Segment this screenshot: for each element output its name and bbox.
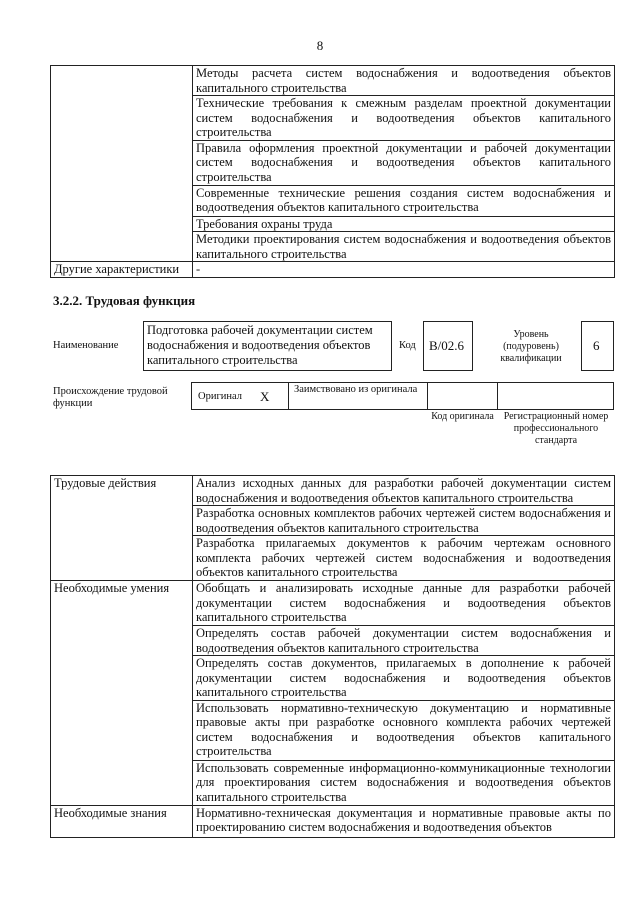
divider [497, 382, 498, 410]
level-value: 6 [593, 338, 600, 353]
original-mark: X [260, 389, 270, 404]
code-value: B/02.6 [429, 338, 465, 353]
name-label: Наименование [53, 340, 119, 351]
level-label: Уровень (подуровень) квалификации [500, 329, 562, 364]
table-row: Методики проектирования систем водоснабжения и водоотведения объектов капитального строительства [193, 232, 615, 262]
knowledge-continuation-table [50, 65, 615, 278]
table-row: Методы расчета систем водоснабжения и водоотведения объектов капитального строительства [193, 66, 615, 96]
table-row: Анализ исходных данных для разработки рабочей документации систем водоснабжения и водоотведения объектов капитального строительства [193, 476, 615, 506]
other-characteristics-label: Другие характеристики [51, 262, 193, 278]
skills-label: Необходимые умения [51, 581, 193, 806]
table-row: Разработка прилагаемых документов к рабочим чертежам основного комплекта рабочих чертежей систем водоснабжения и водоотведения объектов капитального строительства [193, 536, 615, 581]
name-value: Подготовка рабочей документации систем водоснабжения и водоотведения объектов капитального строительства [147, 323, 373, 367]
table-row: Определять состав рабочей документации систем водоснабжения и водоотведения объектов капитального строительства [193, 626, 615, 656]
table-row: Правила оформления проектной документации и рабочей документации систем водоснабжения и водоотведения объектов капитального строительства [193, 140, 615, 185]
other-characteristics-value: - [193, 262, 615, 278]
table-row: Современные технические решения создания систем водоснабжения и водоотведения объектов капитального строительства [193, 185, 615, 216]
table-row: Нормативно-техническая документация и нормативные правовые акты по проектированию систем водоснабжения и водоотведения объектов [193, 805, 615, 837]
reg-number-caption: Регистрационный номер профессионального стандарта [503, 411, 609, 446]
divider [427, 382, 428, 410]
section-title: 3.2.2. Трудовая функция [53, 293, 196, 308]
original-label: Оригинал [198, 391, 242, 402]
table-row: Использовать нормативно-техническую документацию и нормативные правовые акты при разработке основного комплекта рабочих чертежей систем водоснабжения и водоотведения объектов капитального строительства [193, 700, 615, 760]
labor-actions-label: Трудовые действия [51, 476, 193, 581]
code-label: Код [399, 340, 416, 351]
table-row: Определять состав документов, прилагаемых в дополнение к рабочей документации систем водоснабжения и водоотведения объектов капитального строительства [193, 656, 615, 701]
borrowed-label: Заимствовано из оригинала [294, 384, 418, 395]
table-row: Использовать современные информационно-коммуникационные технологии для проектирования систем водоснабжения и водоотведения объектов капитального строительства [193, 760, 615, 805]
table-row: Технические требования к смежным разделам проектной документации систем водоснабжения и водоотведения объектов капитального строительства [193, 96, 615, 141]
code-original-caption: Код оригинала [431, 411, 494, 422]
table-row: Обобщать и анализировать исходные данные для разработки рабочей документации систем водоснабжения и водоотведения объектов капитального строительства [193, 581, 615, 626]
origin-label: Происхождение трудовой функции [53, 386, 168, 409]
labor-function-table [50, 475, 615, 838]
divider [288, 382, 289, 410]
knowledge-label: Необходимые знания [51, 805, 193, 837]
empty-label-cell [51, 66, 193, 262]
page-number: 8 [316, 38, 324, 53]
table-row: Разработка основных комплектов рабочих чертежей систем водоснабжения и водоотведения объектов капитального строительства [193, 506, 615, 536]
table-row: Требования охраны труда [193, 216, 615, 232]
